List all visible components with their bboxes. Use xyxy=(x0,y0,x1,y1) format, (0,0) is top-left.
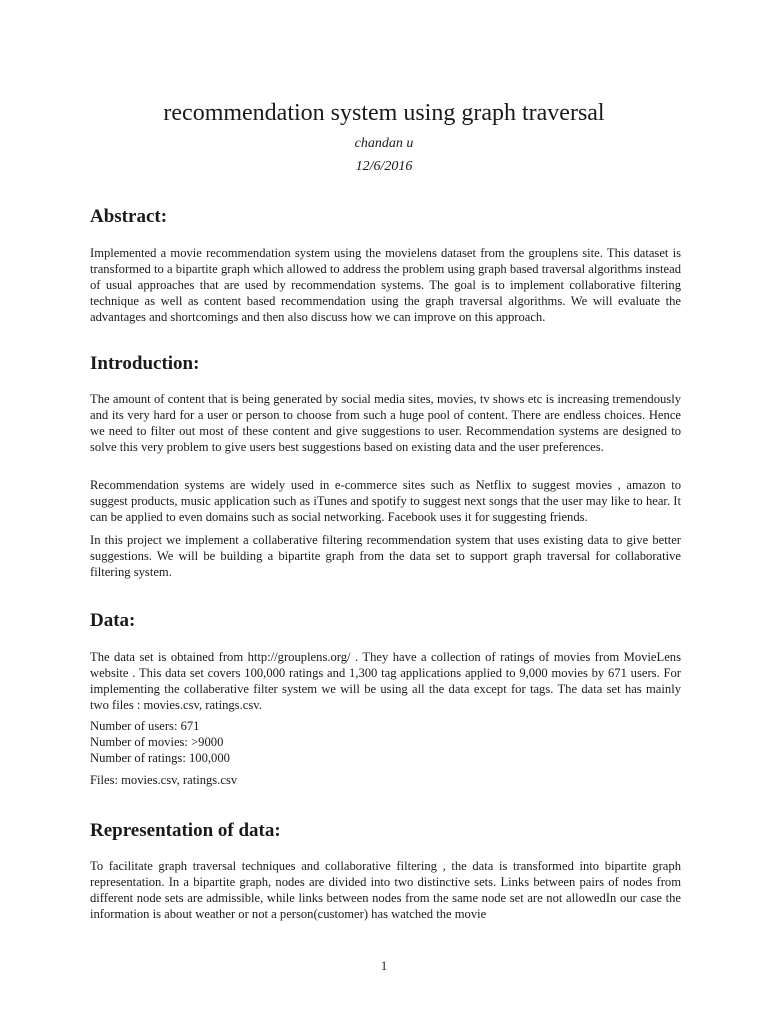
data-stat-movies: Number of movies: >9000 xyxy=(90,734,224,749)
data-stat-ratings: Number of ratings: 100,000 xyxy=(90,750,230,765)
data-stats-list xyxy=(90,719,681,767)
paper-author: chandan u xyxy=(354,136,414,151)
section-heading-introduction: Introduction: xyxy=(90,353,200,374)
abstract-paragraph: Implemented a movie recommendation system using the movielens dataset from the grouplens site. This dataset is transformed to a bipartite graph which allowed to address the problem using graph based traversal algorithms instead of usual approaches that are used by recommendation systems. The goal is to implement collaborative filtering technique as well as content based recommendation using the graph traversal algorithms. We will evaluate the advantages and shortcomings and then also discuss how we can improve on this approach. xyxy=(90,246,681,324)
representation-paragraph: To facilitate graph traversal techniques and collaborative filtering , the data is transformed into bipartite graph representation. In a bipartite graph, nodes are divided into two distinctive sets. Links between pairs of nodes from different node sets are admissible, while links between nodes from the same node set are not allowedIn our case the information is about weather or not a person(customer) has watched the movie xyxy=(90,859,681,921)
paper-date: 12/6/2016 xyxy=(355,159,413,174)
data-stat-users: Number of users: 671 xyxy=(90,719,200,733)
introduction-paragraph-3: In this project we implement a collaberative filtering recommendation system that uses existing data to give better suggestions. We will be building a bipartite graph from the data set to support graph traversal for collaborative filtering system. xyxy=(90,533,681,579)
introduction-paragraph-2: Recommendation systems are widely used in e-commerce sites such as Netflix to suggest movies , amazon to suggest products, music application such as iTunes and spotify to suggest next songs that the user may like to hear. It can be applied to even domains such as social networking. Facebook uses it for suggesting friends. xyxy=(90,478,681,524)
data-paragraph: The data set is obtained from http://grouplens.org/ . They have a collection of ratings of movies from MovieLens website . This data set covers 100,000 ratings and 1,300 tag applications applied to 9,000 movies by 671 users. For implementing the collaberative filter system we will be using all the data except for tags. The data set has mainly two files : movies.csv, ratings.csv. xyxy=(90,650,681,712)
section-heading-abstract: Abstract: xyxy=(90,206,168,227)
page-number: 1 xyxy=(380,959,388,973)
paper-title: recommendation system using graph traversal xyxy=(163,100,605,126)
section-heading-representation: Representation of data: xyxy=(90,820,281,841)
data-files: Files: movies.csv, ratings.csv xyxy=(90,773,238,787)
introduction-paragraph-1: The amount of content that is being generated by social media sites, movies, tv shows etc is increasing tremendously and its very hard for a user or person to choose from such a huge pool of content. There are endless choices. Hence we need to filter out most of these content and give suggestions to user. Recommendation systems are designed to solve this very problem to give users best suggestions based on existing data and the user preferences. xyxy=(90,392,681,454)
section-heading-data: Data: xyxy=(90,610,136,631)
